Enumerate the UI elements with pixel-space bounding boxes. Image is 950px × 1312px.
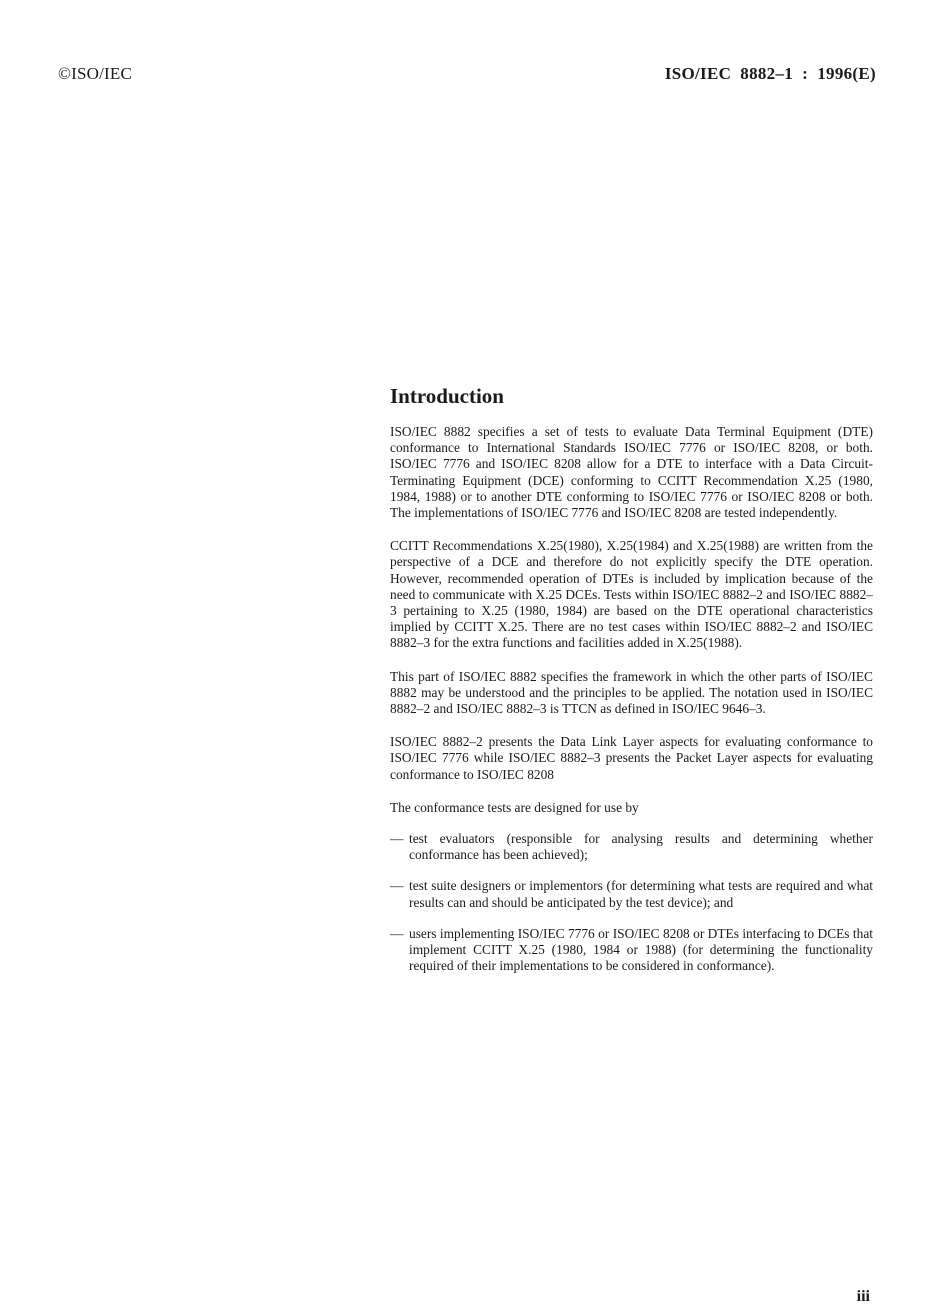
document-id-header: ISO/IEC 8882–1 : 1996(E)	[664, 64, 876, 83]
dash-marker: —	[390, 831, 404, 847]
list-item	[390, 926, 873, 975]
page-number: iii	[856, 1288, 870, 1305]
copyright-header: ©ISO/IEC	[58, 64, 133, 83]
list-item	[390, 878, 873, 910]
paragraph: ISO/IEC 8882 specifies a set of tests to evaluate Data Terminal Equipment (DTE) conformance to International Standards ISO/IEC 7776 or ISO/IEC 8208, or both. ISO/IEC 7776 and ISO/IEC 8208 allow for a DTE to interface with a Data Circuit-Terminating Equipment (DCE) conforming to CCITT Recommendation X.25 (1980, 1984, 1988) or to another DTE conforming to ISO/IEC 7776 or ISO/IEC 8208 or both. The implementations of ISO/IEC 7776 and ISO/IEC 8208 are tested independently.	[390, 424, 873, 521]
section-title: Introduction	[390, 384, 504, 408]
introduction-section	[390, 382, 873, 989]
paragraph: CCITT Recommendations X.25(1980), X.25(1984) and X.25(1988) are written from the perspective of a DCE and therefore do not explicitly specify the DTE operation. However, recommended operation of DTEs is included by implication because of the need to communicate with X.25 DCEs. Tests within ISO/IEC 8882–2 and ISO/IEC 8882–3 pertaining to X.25 (1980, 1984) are based on the DTE operational characteristics implied by CCITT X.25. There are no test cases within ISO/IEC 8882–2 and ISO/IEC 8882–3 for the extra functions and facilities added in X.25(1988).	[390, 538, 873, 651]
list-item	[390, 831, 873, 863]
list-item-text: test suite designers or implementors (for determining what tests are required and what results can and should be anticipated by the test device); and	[409, 878, 873, 910]
usage-list	[390, 831, 873, 974]
list-item-text: users implementing ISO/IEC 7776 or ISO/IEC 8208 or DTEs interfacing to DCEs that implement CCITT X.25 (1980, 1984 or 1988) (for determining the functionality required of their implementations to be considered in conformance).	[409, 925, 873, 974]
paragraph: ISO/IEC 8882–2 presents the Data Link Layer aspects for evaluating conformance to ISO/IEC 7776 while ISO/IEC 8882–3 presents the Packet Layer aspects for evaluating conformance to ISO/IEC 8208	[390, 734, 873, 782]
paragraph: The conformance tests are designed for use by	[390, 799, 639, 815]
dash-marker: —	[390, 878, 404, 894]
paragraph: This part of ISO/IEC 8882 specifies the framework in which the other parts of ISO/IEC 8882 may be understood and the principles to be applied. The notation used in ISO/IEC 8882–2 and ISO/IEC 8882–3 is TTCN as defined in ISO/IEC 9646–3.	[390, 668, 873, 717]
dash-marker: —	[390, 925, 404, 941]
list-item-text: test evaluators (responsible for analysing results and determining whether conformance has been achieved);	[409, 831, 873, 863]
